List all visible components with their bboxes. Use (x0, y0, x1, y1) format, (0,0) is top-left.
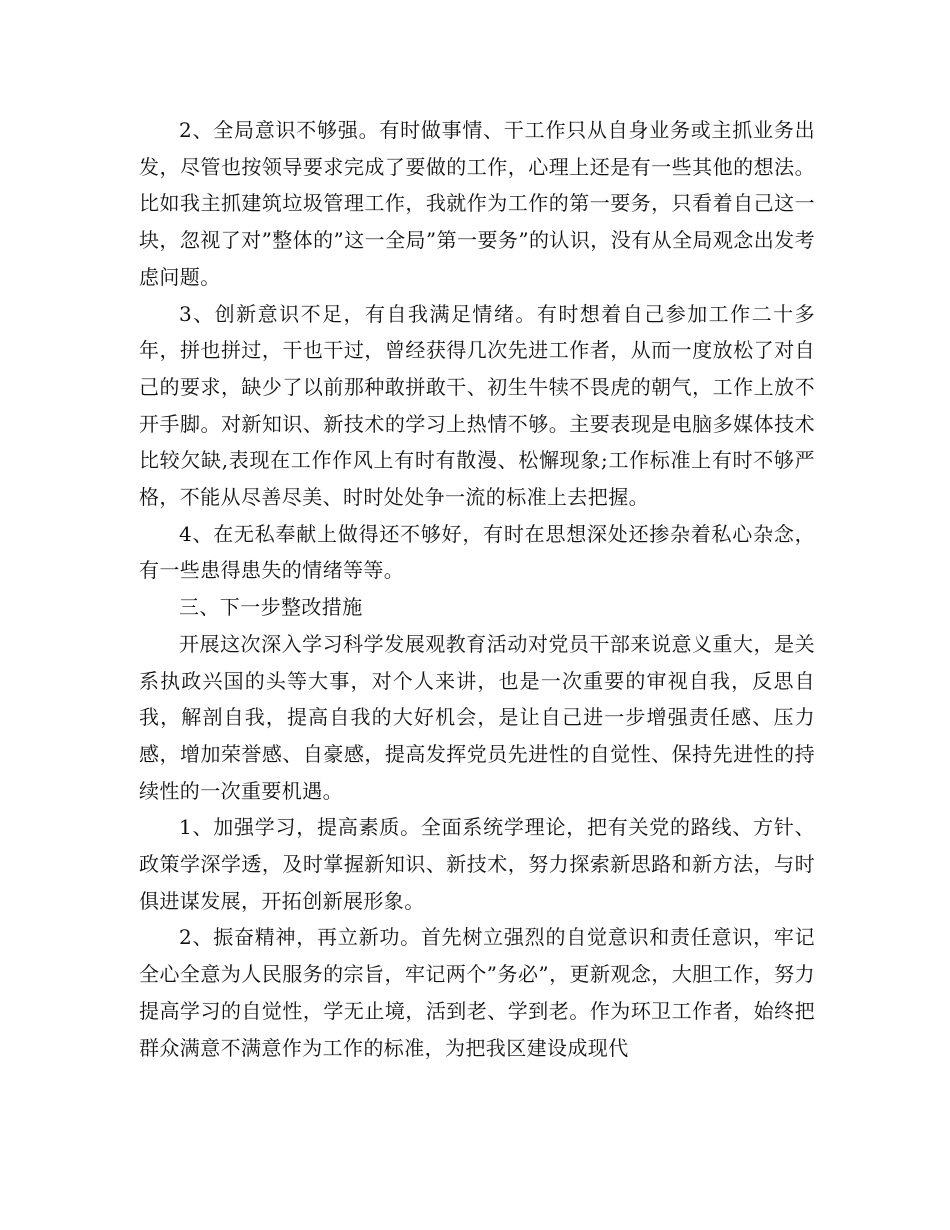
paragraph-innovation-awareness: 3、创新意识不足，有自我满足情绪。有时想着自己参加工作二十多年，拼也拼过，干也干过，曾经获得几次先进工作者，从而一度放松了对自己的要求，缺少了以前那种敢拼敢干、初生牛犊不畏虎的朝气，工作上放不开手脚。对新知识、新技术的学习上热情不够。主要表现是电脑多媒体技术比较欠缺,表现在工作作风上有时有散漫、松懈现象;工作标准上有时不够严格，不能从尽善尽美、时时处处争一流的标准上去把握。 (139, 301, 815, 510)
document-body (139, 112, 815, 1066)
paragraph-selfless-dedication: 4、在无私奉献上做得还不够好，有时在思想深处还掺杂着私心杂念，有一些患得患失的情绪等等。 (139, 521, 815, 583)
paragraph-strengthen-learning: 1、加强学习，提高素质。全面系统学理论，把有关党的路线、方针、政策学深学透，及时掌握新知识、新技术，努力探索新思路和新方法，与时俱进谋发展，开拓创新展形象。 (139, 815, 815, 913)
section-heading-rectification: 三、下一步整改措施 (179, 595, 363, 620)
paragraph-global-awareness: 2、全局意识不够强。有时做事情、干工作只从自身业务或主抓业务出发，尽管也按领导要求完成了要做的工作，心理上还是有一些其他的想法。比如我主抓建筑垃圾管理工作，我就作为工作的第一要务，只看着自己这一块，忽视了对”整体的”这一全局”第一要务”的认识，没有从全局观念出发考虑问题。 (139, 118, 815, 289)
paragraph-education-activity: 开展这次深入学习科学发展观教育活动对党员干部来说意义重大，是关系执政兴国的头等大事，对个人来讲，也是一次重要的审视自我，反思自我，解剖自我，提高自我的大好机会，是让自己进一步增强责任感、压力感，增加荣誉感、自豪感，提高发挥党员先进性的自觉性、保持先进性的持续性的一次重要机遇。 (139, 631, 815, 803)
paragraph-boost-spirit: 2、振奋精神，再立新功。首先树立强烈的自觉意识和责任意识，牢记全心全意为人民服务的宗旨，牢记两个”务必”，更新观念，大胆工作，努力提高学习的自觉性，学无止境，活到老、学到老。作为环卫工作者，始终把群众满意不满意作为工作的标准，为把我区建设成现代 (139, 925, 815, 1060)
